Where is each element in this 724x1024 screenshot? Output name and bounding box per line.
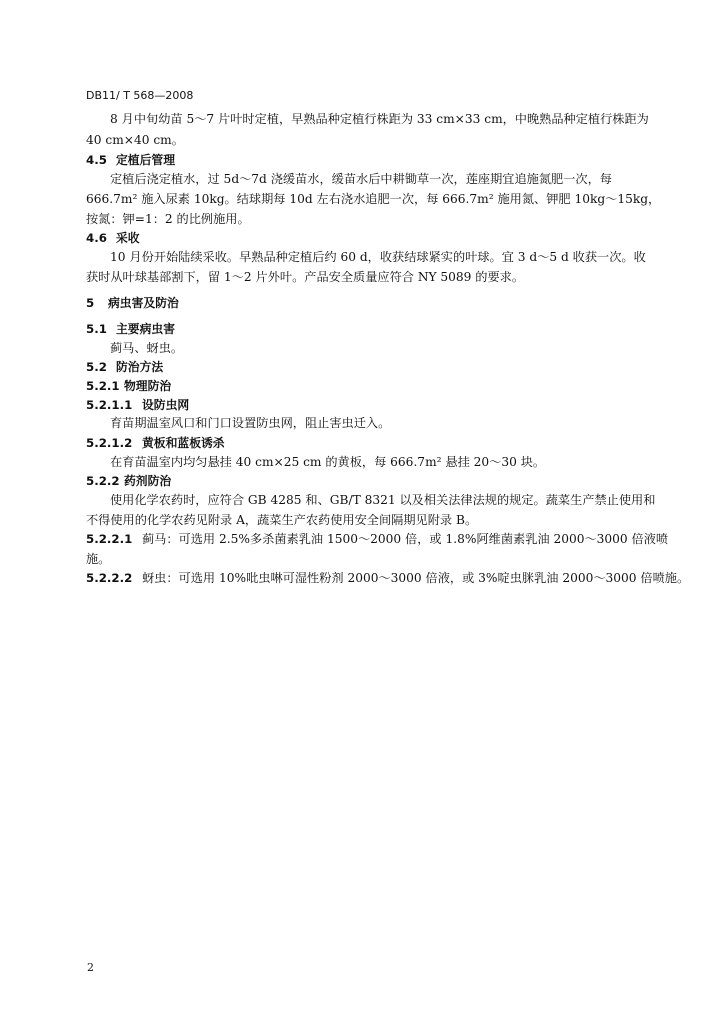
section-title: 采收 <box>116 231 140 245</box>
paragraph-line: 8 月中旬幼苗 5～7 片叶时定植，早熟品种定植行株距为 33 cm×33 cm，中晚熟品种定植行株距为 <box>110 112 649 126</box>
paragraph-line: 按氮：钾=1：2 的比例施用。 <box>86 212 250 226</box>
section-title: 药剂防治 <box>124 474 172 488</box>
section-number: 5.1 <box>86 322 107 336</box>
paragraph-line: 不得使用的化学农药见附录 A，蔬菜生产农药使用安全间隔期见附录 B。 <box>86 513 478 527</box>
paragraph-line: 定植后浇定植水，过 5d～7d 浇缓苗水，缓苗水后中耕锄草一次，莲座期宜追施氮肥一次，每 <box>110 172 612 186</box>
section-title: 物理防治 <box>124 379 172 393</box>
section-title: 防治方法 <box>116 360 164 374</box>
paragraph-line: 在育苗温室内均匀悬挂 40 cm×25 cm 的黄板，每 666.7m² 悬挂 20～30 块。 <box>110 455 546 469</box>
section-number: 5.2.2.2 <box>86 571 133 585</box>
section-heading-5-2-1-2 <box>86 435 225 451</box>
clause-text: 蓟马：可选用 2.5%多杀菌素乳油 1500～2000 倍，或 1.8%阿维菌素乳油 2000～3000 倍液喷 <box>142 532 669 546</box>
section-number: 5.2.1.1 <box>86 398 133 412</box>
page-number: 2 <box>87 961 94 974</box>
section-title: 设防虫网 <box>142 398 190 412</box>
section-number: 5.2 <box>86 360 107 374</box>
paragraph-line: 40 cm×40 cm。 <box>86 133 184 147</box>
section-number: 5.2.2.1 <box>86 532 133 546</box>
section-heading-4-5 <box>86 152 175 168</box>
paragraph-line: 666.7m² 施入尿素 10kg。结球期每 10d 左右浇水追肥一次，每 666.7m² 施用氮、钾肥 10kg～15kg， <box>86 192 661 206</box>
clause-5-2-2-1 <box>86 531 668 547</box>
section-heading-4-6 <box>86 230 140 246</box>
clause-text: 蚜虫：可选用 10%吡虫啉可湿性粉剂 2000～3000 倍液，或 3%啶虫脒乳油 2000～3000 倍喷施。 <box>142 571 690 585</box>
section-title: 定植后管理 <box>116 153 175 167</box>
section-number: 4.6 <box>86 231 107 245</box>
paragraph-line: 施。 <box>86 552 111 566</box>
section-title: 黄板和蓝板诱杀 <box>142 436 225 450</box>
paragraph-line: 10 月份开始陆续采收。早熟品种定植后约 60 d，收获结球紧实的叶球。宜 3 d～5 d 收获一次。收 <box>110 250 646 264</box>
clause-5-2-2-2 <box>86 570 689 586</box>
section-heading-5 <box>86 295 179 311</box>
paragraph-line: 获时从叶球基部割下，留 1～2 片外叶。产品安全质量应符合 NY 5089 的要求。 <box>86 270 525 284</box>
section-number: 4.5 <box>86 153 107 167</box>
section-number: 5.2.2 <box>86 474 120 488</box>
section-heading-5-1 <box>86 321 175 337</box>
standard-code-header: DB11/ T 568—2008 <box>86 89 194 102</box>
section-heading-5-2-1-1 <box>86 397 189 413</box>
section-title: 主要病虫害 <box>116 322 175 336</box>
section-heading-5-2-1 <box>86 378 171 394</box>
section-title: 病虫害及防治 <box>108 296 179 310</box>
section-number: 5 <box>86 296 95 310</box>
paragraph-line: 使用化学农药时，应符合 GB 4285 和、GB/T 8321 以及相关法律法规的规定。蔬菜生产禁止使用和 <box>110 493 656 507</box>
section-heading-5-2-2 <box>86 473 171 489</box>
section-number: 5.2.1 <box>86 379 120 393</box>
section-number: 5.2.1.2 <box>86 436 133 450</box>
section-heading-5-2 <box>86 359 163 375</box>
paragraph-line: 育苗期温室风口和门口设置防虫网，阻止害虫迁入。 <box>110 416 391 430</box>
paragraph-line: 蓟马、蚜虫。 <box>110 341 184 355</box>
